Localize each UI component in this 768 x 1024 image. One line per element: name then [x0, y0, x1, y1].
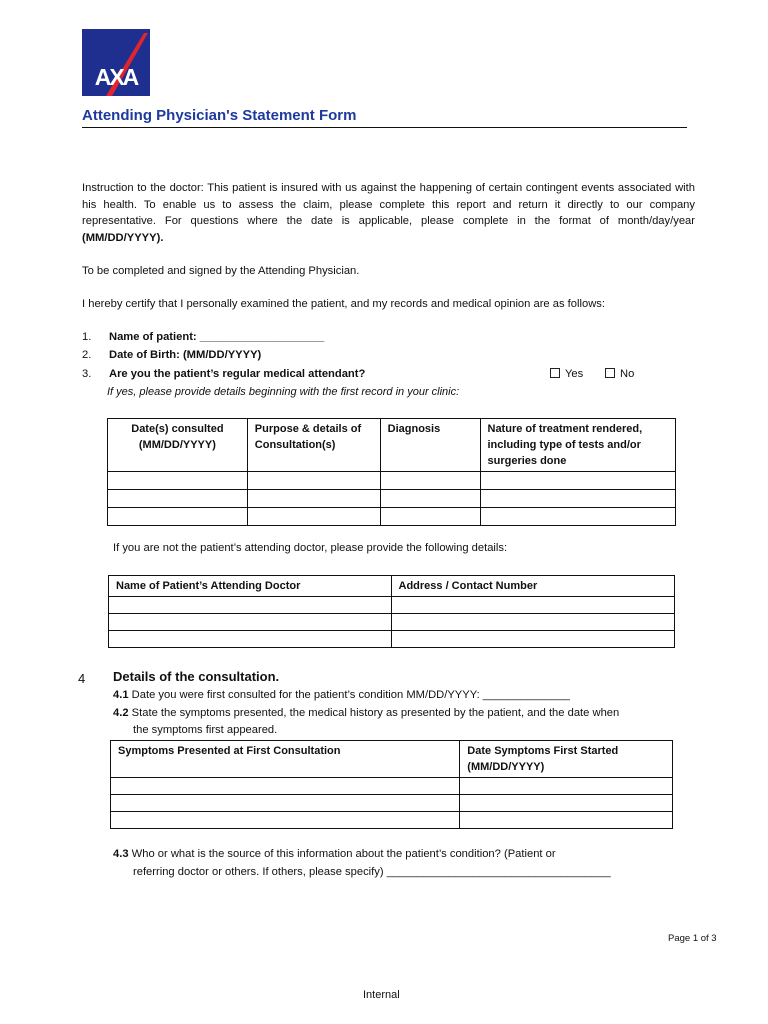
checkbox-icon [550, 368, 560, 378]
table-row[interactable] [111, 812, 673, 829]
table-header-row [109, 576, 675, 597]
consultation-table [107, 418, 676, 526]
instruction-text: Instruction to the doctor: This patient is insured with us against the happening of certain contingent events associated with his health. To enable us to assess the claim, please complete this report and return it directly to our company representative. For questions where the date is applicable, please complete in the format of month/day/year [82, 182, 695, 227]
logo-text: AXA [94, 64, 138, 90]
yes-checkbox[interactable] [550, 368, 583, 380]
page-number: Page 1 of 3 [668, 933, 717, 944]
question-number: 4.1 [113, 689, 129, 701]
not-attending-note: If you are not the patient’s attending doctor, please provide the following details: [113, 542, 508, 554]
question-4-2 [113, 705, 619, 722]
page-title: Attending Physician's Statement Form [82, 107, 357, 124]
table-row[interactable] [109, 614, 675, 631]
symptoms-table [110, 740, 673, 829]
header-purpose: Purpose & details of Consultation(s) [247, 419, 380, 472]
table-row[interactable] [109, 597, 675, 614]
question-4-3-continued[interactable]: referring doctor or others. If others, please specify) ____________________________________ [133, 866, 611, 878]
question-4-3 [113, 846, 556, 863]
question-4-2-continued: the symptoms first appeared. [133, 724, 278, 736]
question-4-3-text: Who or what is the source of this information about the patient’s condition? (Patient or [131, 848, 556, 860]
yes-label: Yes [565, 368, 584, 380]
classification-label: Internal [363, 989, 400, 1001]
header-date-consulted: Date(s) consulted (MM/DD/YYYY) [108, 419, 248, 472]
question-regular-attendant: Are you the patient’s regular medical attendant? [109, 368, 366, 380]
table-header-row [111, 741, 673, 778]
instruction-format: (MM/DD/YYYY). [82, 231, 164, 244]
question-number: 4.2 [113, 707, 129, 719]
table-row[interactable] [108, 490, 676, 508]
instruction-paragraph [82, 180, 695, 246]
checkbox-icon [605, 368, 615, 378]
section-4-number: 4 [78, 671, 86, 686]
question-4-2-text: State the symptoms presented, the medical history as presented by the patient, and the date when [131, 707, 620, 719]
table-row[interactable] [108, 472, 676, 490]
header-diagnosis: Diagnosis [380, 419, 480, 472]
attending-doctor-table [108, 575, 675, 648]
certification-statement: I hereby certify that I personally examined the patient, and my records and medical opinion are as follows: [82, 298, 605, 310]
question-number: 1. [82, 331, 92, 343]
question-number: 3. [82, 368, 92, 380]
table-row[interactable] [108, 508, 676, 526]
table-row[interactable] [111, 795, 673, 812]
table-row[interactable] [111, 778, 673, 795]
header-address-contact: Address / Contact Number [391, 576, 675, 597]
no-label: No [620, 368, 635, 380]
question-number: 4.3 [113, 848, 129, 860]
q3-instruction: If yes, please provide details beginning with the first record in your clinic: [107, 386, 460, 398]
header-date-started: Date Symptoms First Started (MM/DD/YYYY) [460, 741, 673, 778]
section-4-title: Details of the consultation. [113, 669, 280, 684]
question-4-1-text: Date you were first consulted for the patient’s condition MM/DD/YYYY: ______________ [131, 689, 570, 701]
question-patient-name[interactable]: Name of patient: ____________________ [109, 331, 325, 343]
header-treatment: Nature of treatment rendered, including type of tests and/or surgeries done [480, 419, 676, 472]
axa-logo [82, 29, 150, 96]
table-header-row [108, 419, 676, 472]
header-doctor-name: Name of Patient’s Attending Doctor [109, 576, 392, 597]
question-number: 2. [82, 349, 92, 361]
no-checkbox[interactable] [605, 368, 634, 380]
title-divider [82, 127, 687, 128]
table-row[interactable] [109, 631, 675, 648]
question-4-1[interactable] [113, 687, 570, 704]
question-date-of-birth[interactable]: Date of Birth: (MM/DD/YYYY) [109, 349, 262, 361]
completion-note: To be completed and signed by the Attending Physician. [82, 265, 360, 277]
header-symptoms: Symptoms Presented at First Consultation [111, 741, 460, 778]
